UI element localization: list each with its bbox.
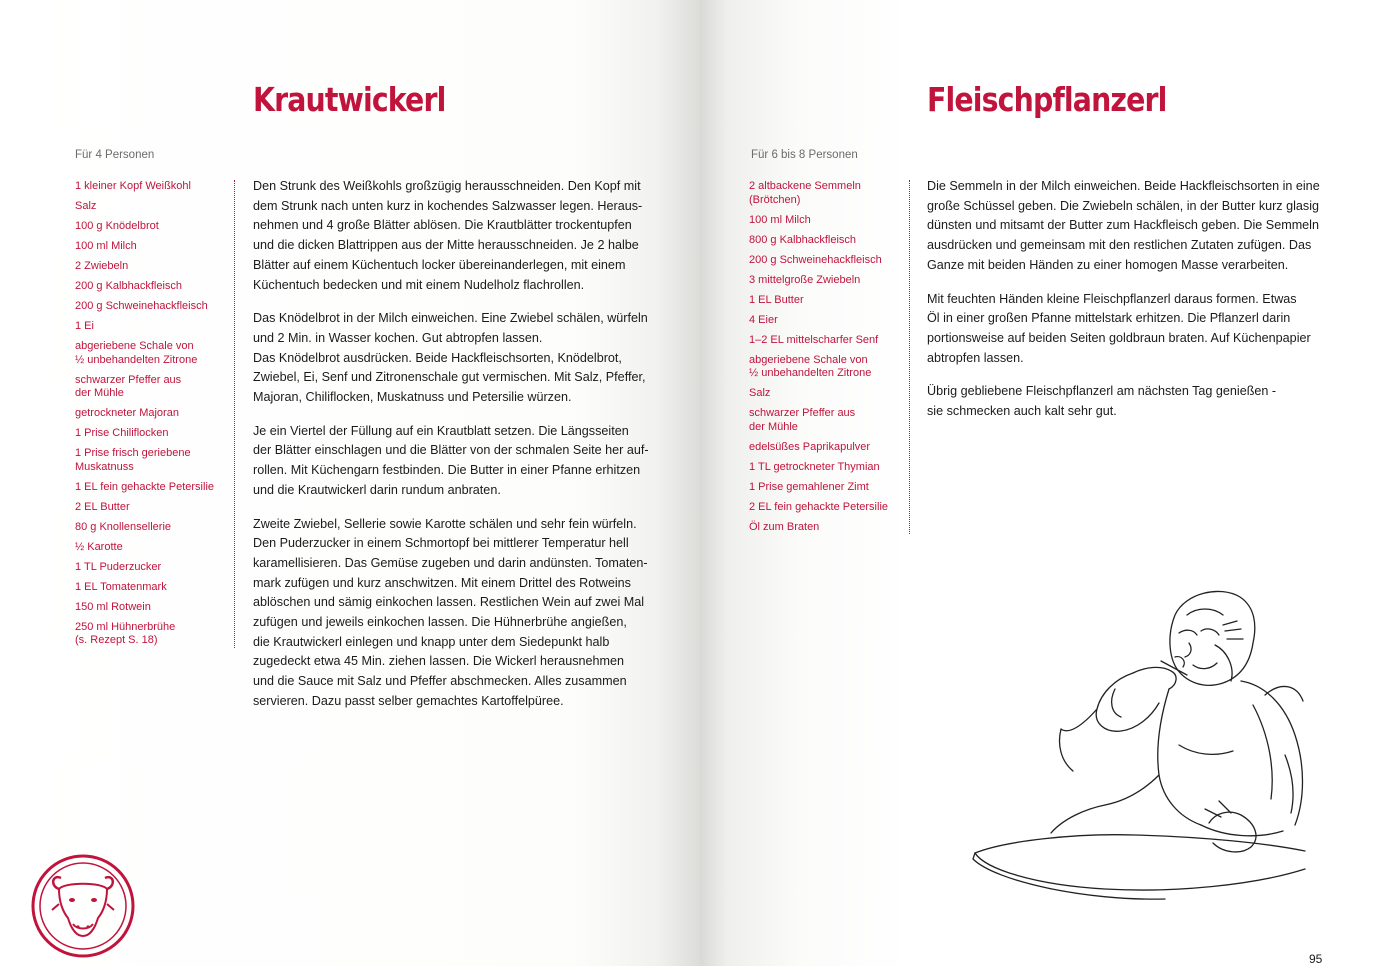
servings-label: Für 4 Personen	[75, 149, 155, 161]
ingredient-item: Salz	[749, 387, 771, 399]
ingredient-item: getrockneter Majoran	[75, 407, 179, 419]
method-text	[253, 177, 673, 726]
ingredient-list	[75, 180, 235, 648]
ingredient-list	[749, 180, 910, 534]
ingredient-item: 1 kleiner Kopf Weißkohl	[75, 180, 191, 192]
ingredient-item: 150 ml Rotwein	[75, 600, 151, 613]
recipe-title: Krautwickerl	[253, 80, 446, 119]
ingredient-item: 200 g Schweinehackfleisch	[75, 300, 208, 312]
recipe-title: Fleischpflanzerl	[927, 80, 1167, 119]
ingredient-item: 2 EL fein gehackte Petersilie	[749, 500, 889, 513]
ingredient-item: 2 Zwiebeln	[75, 260, 129, 272]
ingredient-item: 1 Prise frisch geriebene Muskatnuss	[75, 447, 191, 473]
ingredient-item: 2 altbackene Semmeln (Brötchen)	[749, 180, 861, 206]
ingredient-item: 200 g Schweinehackfleisch	[749, 253, 882, 266]
method-text	[927, 177, 1347, 436]
ingredient-item: 1 EL fein gehackte Petersilie	[75, 480, 215, 493]
ingredient-item: 80 g Knollensellerie	[75, 520, 172, 533]
ingredient-item: 1 Prise gemahlener Zimt	[749, 480, 869, 493]
ingredient-item: 1–2 EL mittelscharfer Senf	[749, 333, 879, 346]
ingredient-item: 1 EL Butter	[749, 293, 804, 306]
ingredient-item: 200 g Kalbhackfleisch	[75, 280, 183, 292]
ingredient-item: Öl zum Braten	[749, 520, 820, 533]
method-paragraph: Das Knödelbrot in der Milch einweichen. Eine Zwiebel schälen, würfeln und 2 Min. in Wasser kochen. Gut abtropfen lassen. Das Knödelbrot ausdrücken. Beide Hackfleischsorten, Knödelbrot, Zwiebel, Ei, Senf und Zitronenschale gut vermischen. Mit Salz, Pfeffer, Majoran, Chiliflocken, Muskatnuss und Petersilie würzen.	[253, 311, 648, 405]
ingredient-item: 1 EL Tomatenmark	[75, 580, 167, 593]
ingredient-item: 3 mittelgroße Zwiebeln	[749, 273, 861, 286]
ingredient-item: 100 g Knödelbrot	[75, 220, 159, 232]
ingredient-item: ½ Karotte	[75, 540, 123, 553]
ingredient-item: 1 TL Puderzucker	[75, 560, 162, 573]
page-number: 95	[1309, 952, 1323, 966]
ingredient-item: 1 Ei	[75, 320, 94, 332]
ingredient-item: 100 ml Milch	[749, 213, 811, 226]
ingredient-item: schwarzer Pfeffer aus der Mühle	[749, 407, 856, 433]
method-paragraph: Übrig gebliebene Fleischpflanzerl am nächsten Tag genießen - sie schmecken auch kalt sehr gut.	[927, 384, 1277, 419]
ingredient-item: 250 ml Hühnerbrühe (s. Rezept S. 18)	[75, 620, 176, 646]
ingredient-item: 4 Eier	[749, 313, 778, 326]
ingredient-item: Salz	[75, 200, 97, 212]
ingredient-item: 800 g Kalbhackfleisch	[749, 233, 857, 246]
ingredient-item: abgeriebene Schale von ½ unbehandelten Zitrone	[75, 340, 198, 366]
ox-head-emblem-icon	[28, 852, 138, 960]
method-paragraph: Mit feuchten Händen kleine Fleischpflanzerl daraus formen. Etwas Öl in einer großen Pfanne mittelstark erhitzen. Die Pflanzerl darin portionsweise auf beiden Seiten goldbraun braten. Auf Küchenpapier abtropfen lassen.	[927, 291, 1311, 365]
ingredient-item: edelsüßes Paprikapulver	[749, 440, 871, 453]
method-paragraph: Je ein Viertel der Füllung auf ein Krautblatt setzen. Die Längsseiten der Blätter einschlagen und die Blätter von der schmalen Seite her auf- rollen. Mit Küchengarn festbinden. Die Butter in einer Pfanne erhitzen und die Krautwickerl darin rundum anbraten.	[253, 423, 649, 497]
method-paragraph: Den Strunk des Weißkohls großzügig herausschneiden. Den Kopf mit dem Strunk nach unten kurz in kochendes Salzwasser legen. Heraus- nehmen und 4 große Blätter ablösen. Die Krautblätter trockentupfen und die dicken Blattrippen aus der Mitte herausschneiden. Je 2 halbe Blätter auf einem Küchentuch locker übereinanderlegen, mit einem Küchentuch bedecken und mit einem Nudelholz flachrollen.	[253, 179, 643, 292]
ingredient-item: 100 ml Milch	[75, 240, 137, 252]
ingredient-item: 1 Prise Chiliflocken	[75, 427, 169, 439]
ingredient-item: 1 TL getrockneter Thymian	[749, 460, 880, 473]
man-sketch-illustration-icon	[965, 585, 1345, 925]
right-page	[700, 0, 1400, 966]
servings-label: Für 6 bis 8 Personen	[751, 149, 858, 161]
method-paragraph: Zweite Zwiebel, Sellerie sowie Karotte schälen und sehr fein würfeln. Den Puderzucker in einem Schmortopf bei mittlerer Temperatur hell karamellisieren. Das Gemüse zugeben und darin andünsten. Tomaten- mark zufügen und kurz anschwitzen. Mit einem Drittel des Rotweins ablöschen und sämig einkochen lassen. Restlichen Wein auf zwei Mal zufügen und jeweils einkochen lassen. Die Hühnerbrühe angießen, die Krautwickerl einlegen und knapp unter dem Siedepunkt halb zugedeckt etwa 45 Min. ziehen lassen. Die Wickerl herausnehmen und die Sauce mit Salz und Pfeffer abschmecken. Alles zusammen servieren. Dazu passt selber gemachtes Kartoffelpüree.	[253, 516, 648, 708]
method-paragraph: Die Semmeln in der Milch einweichen. Beide Hackfleischsorten in eine große Schüssel geben. Die Zwiebeln schälen, in der Butter kurz glasig dünsten und mitsamt der Butter zum Hackfleisch geben. Die Semmeln ausdrücken und gemeinsam mit den restlichen Zutaten zufügen. Das Ganze mit beiden Händen zu einer homogen Masse verarbeiten.	[927, 179, 1320, 272]
ingredient-item: 2 EL Butter	[75, 500, 130, 513]
ingredient-item: schwarzer Pfeffer aus der Mühle	[75, 373, 182, 399]
ingredient-item: abgeriebene Schale von ½ unbehandelten Zitrone	[749, 353, 872, 379]
